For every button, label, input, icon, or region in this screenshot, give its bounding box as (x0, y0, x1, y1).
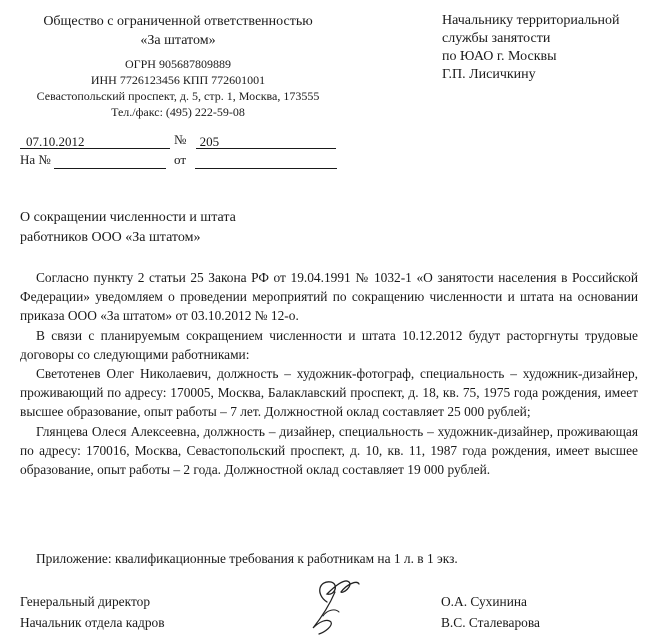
addressee-line3: по ЮАО г. Москвы (442, 49, 557, 64)
signer-position-1: Генеральный директор (20, 594, 151, 609)
addressee-line4: Г.П. Лисичкину (442, 67, 536, 82)
reg-date-field (20, 130, 170, 149)
body-paragraph-2: В связи с планируемым сокращением численности и штата 10.12.2012 будут расторгнуты трудовые договоры со следующими работниками: (20, 327, 638, 362)
reg-number: 205 (199, 134, 220, 149)
letter-subject (20, 208, 236, 248)
body-paragraph-1: Согласно пункту 2 статьи 25 Закона РФ от 19.04.1991 № 1032-1 «О занятости населения в Российской Федерации» уведомляем о проведении мероприятий по сокращению численности и штата на основании приказа ООО «За штатом» от 03.10.2012 № 12-о. (20, 270, 638, 324)
signer-position-2: Начальник отдела кадров (20, 615, 165, 630)
attachment-note: Приложение: квалификационные требования к работникам на 1 л. в 1 экз. (36, 551, 458, 566)
addressee-line2: службы занятости (442, 31, 551, 46)
signer-name-2: В.С. Сталеварова (441, 615, 540, 630)
ref-underline (54, 152, 166, 169)
reg-number-underline (196, 132, 336, 149)
letter-body (20, 268, 638, 479)
body-paragraph-3: Светотенев Олег Николаевич, должность – художник-фотограф, специальность – художник-дизайнер, проживающий по адресу: 170005, Москва, Балаклавский проспект, д. 18, кв. 75, 1975 года рождения, имеет высшее образование, опыт работы – 7 лет. Должностной оклад составляет 25 000 рублей; (20, 366, 638, 420)
handwritten-signature-icon (305, 572, 365, 638)
org-name-line2: «За штатом» (140, 33, 216, 48)
ref-date-field (174, 150, 337, 169)
org-name-line1: Общество с ограниченной ответственностью (43, 14, 313, 29)
subject-line1: О сокращении численности и штата (20, 210, 236, 225)
reg-date: 07.10.2012 (26, 134, 85, 149)
subject-line2: работников ООО «За штатом» (20, 230, 201, 245)
ref-date-underline (195, 152, 337, 169)
addressee-block (442, 12, 647, 84)
reg-date-underline (20, 132, 170, 149)
ref-from-label: от (174, 152, 187, 167)
ref-label: На № (20, 152, 51, 167)
ogrn: ОГРН 905687809889 (125, 57, 231, 71)
inn-kpp: ИНН 7726123456 КПП 772601001 (90, 73, 266, 87)
ref-field (20, 150, 166, 169)
reg-number-field (174, 130, 336, 149)
signer-name-1: О.А. Сухинина (441, 594, 527, 609)
org-address: Севастопольский проспект, д. 5, стр. 1, Москва, 173555 (36, 89, 320, 103)
body-paragraph-4: Глянцева Олеся Алексеевна, должность – дизайнер, специальность – художник-дизайнер, проживающая по адресу: 170016, Москва, Севастопольский проспект, д. 10, кв. 11, 1987 года рождения, имеет высшее образование, опыт работы – 2 года. Должностной оклад составляет 19 000 рублей. (20, 423, 638, 478)
sender-block (12, 12, 344, 120)
reg-number-label: № (174, 132, 187, 147)
org-phone: Тел./факс: (495) 222-59-08 (111, 105, 245, 119)
addressee-line1: Начальнику территориальной (442, 13, 620, 28)
